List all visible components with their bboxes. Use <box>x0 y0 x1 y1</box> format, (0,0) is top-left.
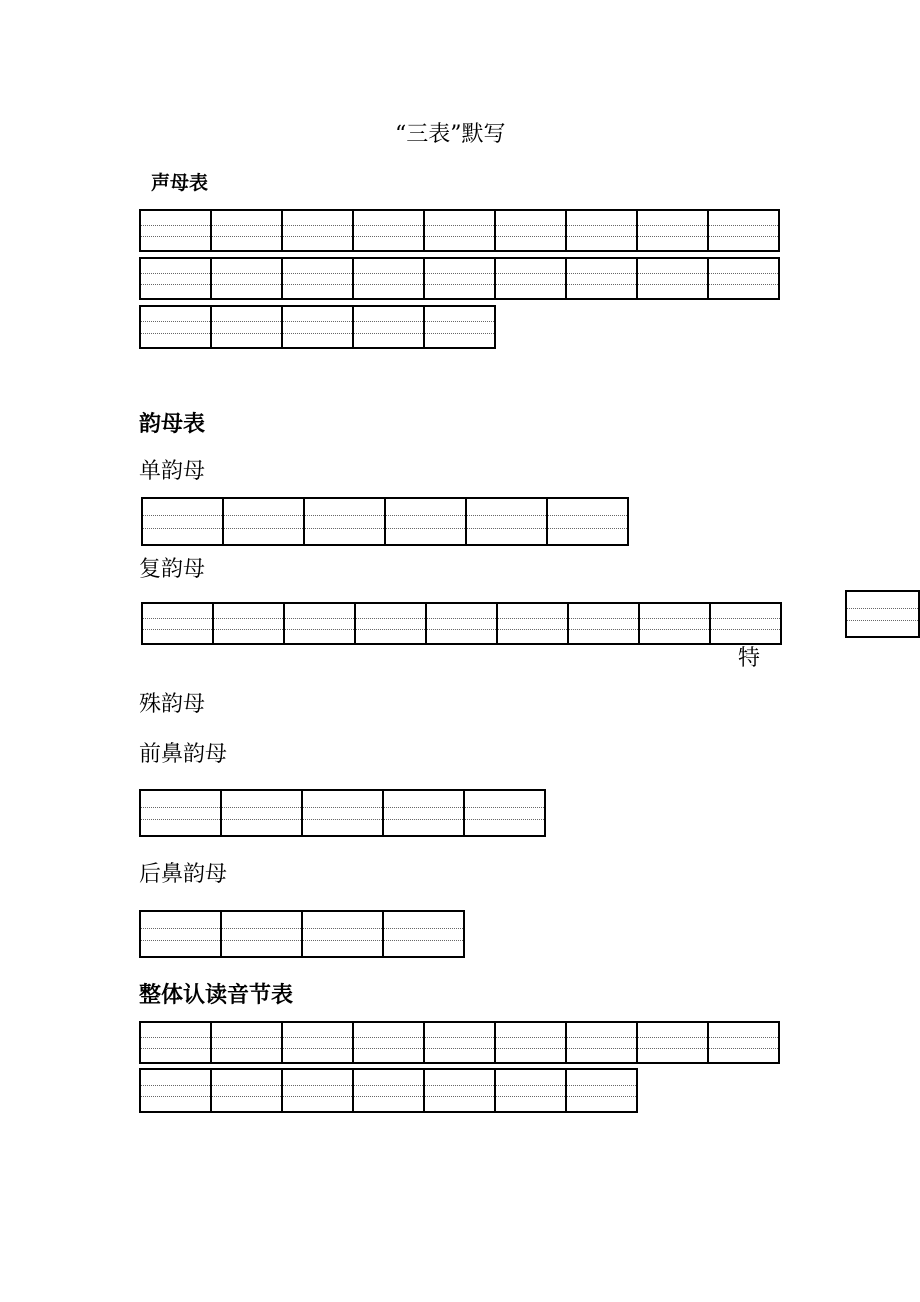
writing-cell[interactable] <box>496 209 567 252</box>
writing-cell[interactable] <box>283 257 354 300</box>
writing-cell[interactable] <box>354 209 425 252</box>
writing-cell[interactable] <box>214 602 285 645</box>
writing-cell[interactable] <box>354 1068 425 1113</box>
writing-cell[interactable] <box>224 497 305 546</box>
writing-cell[interactable] <box>567 257 638 300</box>
zhengti-grid-row2 <box>139 1068 638 1113</box>
writing-cell[interactable] <box>303 789 384 837</box>
writing-cell[interactable] <box>354 1021 425 1064</box>
writing-cell[interactable] <box>638 209 709 252</box>
shengmu-grid-row3 <box>139 305 496 349</box>
writing-cell[interactable] <box>283 1068 354 1113</box>
writing-cell[interactable] <box>356 602 427 645</box>
writing-cell[interactable] <box>354 257 425 300</box>
writing-cell[interactable] <box>141 1068 212 1113</box>
writing-cell[interactable] <box>496 1021 567 1064</box>
fu-yunmu-label: 复韵母 <box>139 557 206 582</box>
writing-cell[interactable] <box>709 209 780 252</box>
writing-cell[interactable] <box>386 497 467 546</box>
writing-cell[interactable] <box>465 789 546 837</box>
writing-cell[interactable] <box>143 497 224 546</box>
writing-cell[interactable] <box>141 1021 212 1064</box>
writing-cell[interactable] <box>569 602 640 645</box>
writing-cell[interactable] <box>141 305 212 349</box>
page-title: “三表”默写 <box>395 122 506 147</box>
writing-cell[interactable] <box>283 209 354 252</box>
writing-cell[interactable] <box>212 209 283 252</box>
writing-cell[interactable] <box>427 602 498 645</box>
yunmu-heading: 韵母表 <box>139 412 206 437</box>
writing-cell[interactable] <box>305 497 386 546</box>
writing-cell[interactable] <box>711 602 782 645</box>
writing-cell[interactable] <box>283 305 354 349</box>
writing-cell[interactable] <box>141 209 212 252</box>
writing-cell[interactable] <box>425 1068 496 1113</box>
hou-bi-yunmu-label: 后鼻韵母 <box>139 862 228 887</box>
writing-cell[interactable] <box>567 209 638 252</box>
writing-cell[interactable] <box>303 910 384 958</box>
te-label: 特 <box>738 646 761 671</box>
writing-cell[interactable] <box>638 1021 709 1064</box>
writing-cell[interactable] <box>496 257 567 300</box>
writing-cell[interactable] <box>143 602 214 645</box>
writing-cell[interactable] <box>425 257 496 300</box>
writing-cell[interactable] <box>384 910 465 958</box>
shengmu-heading: 声母表 <box>151 172 209 194</box>
writing-cell[interactable] <box>498 602 569 645</box>
writing-cell[interactable] <box>212 1021 283 1064</box>
writing-cell[interactable] <box>709 257 780 300</box>
writing-cell[interactable] <box>425 209 496 252</box>
writing-cell[interactable] <box>212 305 283 349</box>
writing-cell[interactable] <box>141 910 222 958</box>
writing-cell[interactable] <box>283 1021 354 1064</box>
writing-cell[interactable] <box>467 497 548 546</box>
writing-cell[interactable] <box>496 1068 567 1113</box>
writing-cell[interactable] <box>212 257 283 300</box>
fu-yunmu-extra-cell <box>845 590 920 638</box>
writing-cell[interactable] <box>638 257 709 300</box>
writing-cell[interactable] <box>222 789 303 837</box>
writing-cell[interactable] <box>567 1021 638 1064</box>
writing-cell[interactable] <box>222 910 303 958</box>
writing-cell[interactable] <box>567 1068 638 1113</box>
fu-yunmu-grid <box>141 602 782 645</box>
writing-cell[interactable] <box>212 1068 283 1113</box>
dan-yunmu-grid <box>141 497 629 546</box>
writing-cell[interactable] <box>847 590 920 638</box>
writing-cell[interactable] <box>425 305 496 349</box>
writing-cell[interactable] <box>640 602 711 645</box>
writing-cell[interactable] <box>709 1021 780 1064</box>
shengmu-grid-row2 <box>139 257 780 300</box>
writing-cell[interactable] <box>141 789 222 837</box>
writing-cell[interactable] <box>354 305 425 349</box>
zhengti-grid-row1 <box>139 1021 780 1064</box>
shu-yunmu-label: 殊韵母 <box>139 692 206 717</box>
hou-bi-yunmu-grid <box>139 910 465 958</box>
writing-cell[interactable] <box>285 602 356 645</box>
writing-cell[interactable] <box>548 497 629 546</box>
shengmu-grid-row1 <box>139 209 780 252</box>
writing-cell[interactable] <box>141 257 212 300</box>
writing-cell[interactable] <box>384 789 465 837</box>
writing-cell[interactable] <box>425 1021 496 1064</box>
dan-yunmu-label: 单韵母 <box>139 459 206 484</box>
zhengti-heading: 整体认读音节表 <box>139 983 294 1008</box>
qian-bi-yunmu-grid <box>139 789 546 837</box>
qian-bi-yunmu-label: 前鼻韵母 <box>139 742 228 767</box>
